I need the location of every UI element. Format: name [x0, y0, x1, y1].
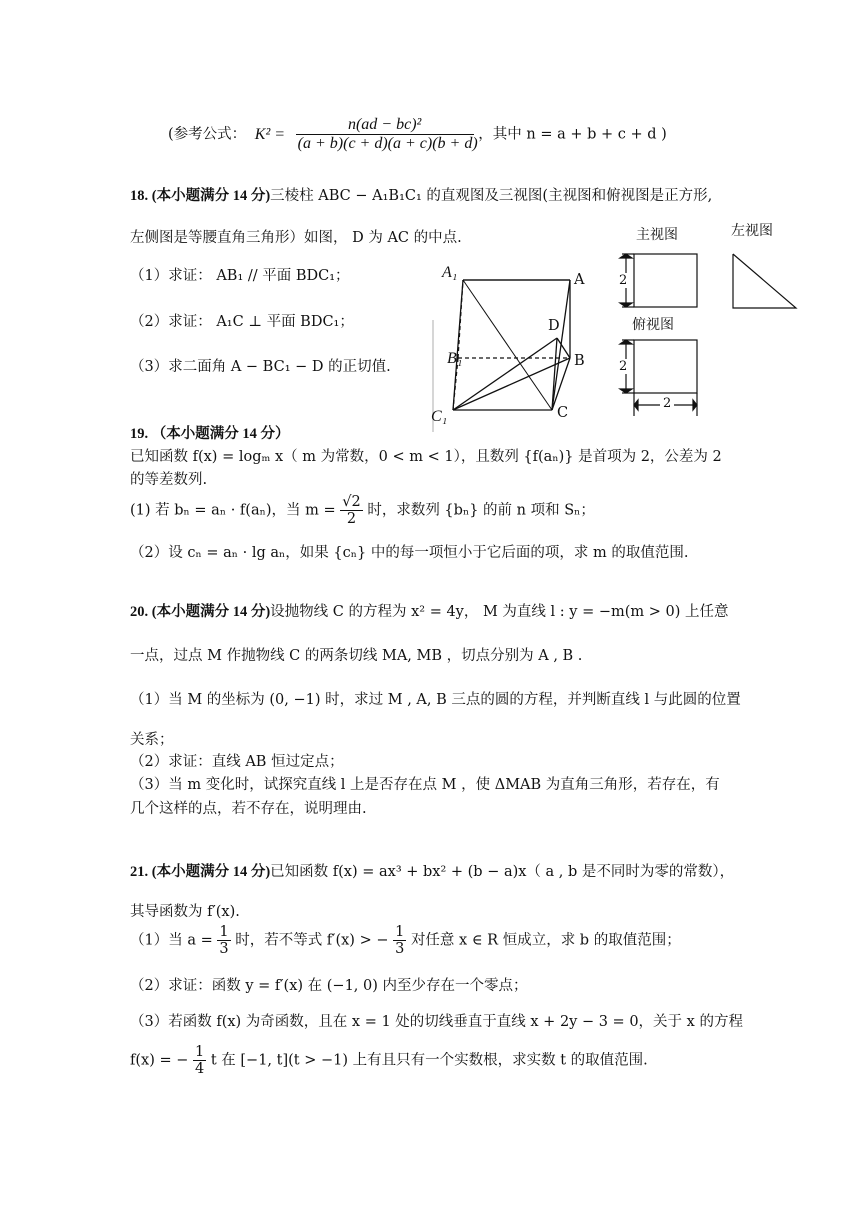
q18-lead: 18. (本小题满分 14 分) — [130, 188, 271, 204]
q21-lead: 21. (本小题满分 14 分) — [130, 864, 271, 880]
q21-part3: （3）若函数 f(x) 为奇函数，且在 x = 1 处的切线垂直于直线 x + 2y − 3 = 0，关于 x 的方程 — [130, 1014, 743, 1030]
q19-lead: 19. （本小题满分 14 分） — [130, 426, 290, 442]
label-b: B — [574, 353, 585, 369]
q21-p1-text-a: （1）当 a = — [130, 932, 213, 949]
q19-line1: 已知函数 f(x) = logₘ x（ m 为常数，0 < m < 1），且数列 {f(aₙ)} 是首项为 2，公差为 2 — [130, 449, 722, 465]
left-view-triangle — [733, 254, 796, 308]
q19-part1 — [130, 494, 595, 527]
three-views-figure — [605, 240, 805, 425]
q19-line2: 的等差数列. — [130, 472, 208, 488]
q21-text1: 已知函数 f(x) = ax³ + bx² + (b − a)x（ a , b 是不同时为零的常数）， — [270, 864, 735, 880]
front-view-title: 主视图 — [636, 227, 678, 243]
q18-text1: 三棱柱 ABC − A₁B₁C₁ 的直观图及三视图(主视图和俯视图是正方形, — [270, 188, 713, 204]
q21-p1-fraction2 — [393, 924, 406, 957]
q19-p1-text-b: 时，求数列 {bₙ} 的前 n 项和 Sₙ； — [367, 502, 595, 519]
reference-formula — [168, 116, 667, 153]
q20-part1a: （1）当 M 的坐标为 (0, −1) 时，求过 M , A, B 三点的圆的方程，并判断直线 l 与此圆的位置 — [130, 692, 741, 708]
q18-line2: 左侧图是等腰直角三角形）如图， D 为 AC 的中点. — [130, 230, 462, 246]
q21-p4-den: 4 — [195, 1061, 205, 1077]
prism-figure — [420, 260, 600, 432]
top-dim-v-label: 2 — [619, 359, 628, 374]
q18-part1: （1）求证： AB₁ // 平面 BDC₁； — [130, 268, 350, 284]
formula-label: (参考公式： — [168, 126, 247, 143]
label-a1: A₁ — [442, 264, 458, 281]
formula-k2: K² = — [254, 125, 286, 143]
q19-part2: （2）设 cₙ = aₙ · lg aₙ，如果 {cₙ} 中的每一项恒小于它后面的项，求 m 的取值范围. — [130, 545, 689, 561]
q21-p1-num1: 1 — [219, 924, 229, 940]
q21-p1-den2: 3 — [395, 941, 405, 957]
q18-line1 — [130, 184, 712, 205]
q20-part3b: 几个这样的点，若不存在，说明理由. — [130, 801, 367, 817]
q21-p1-text-c: 对任意 x ∈ R 恒成立，求 b 的取值范围； — [410, 932, 681, 949]
front-dim-label: 2 — [619, 273, 628, 288]
edge-d-b — [557, 338, 570, 358]
edge-a-c — [552, 280, 570, 410]
q20-text1: 设抛物线 C 的方程为 x² = 4y， M 为直线 l : y = −m(m > 0) 上任意 — [270, 604, 729, 620]
q21-part1 — [130, 924, 681, 957]
label-c: C — [557, 405, 569, 421]
q21-part4 — [130, 1044, 648, 1077]
left-view-title: 左视图 — [731, 223, 773, 239]
formula-numerator: n(ad − bc)² — [296, 116, 474, 135]
q20-part2: （2）求证：直线 AB 恒过定点； — [130, 754, 344, 770]
q19-p1-fraction — [340, 494, 362, 527]
q21-p1-den1: 3 — [219, 941, 229, 957]
front-dim-arrow-up — [620, 254, 632, 258]
formula-fraction — [296, 116, 478, 153]
q21-p1-text-b: 时，若不等式 f′(x) > − — [235, 932, 389, 949]
front-dim-arrow-down — [620, 303, 632, 307]
top-dim-arrow-up — [620, 340, 632, 344]
formula-denominator: (a + b)(c + d)(a + c)(b + d) — [297, 135, 478, 152]
label-b1: B₁ — [447, 350, 463, 367]
top-view-title: 俯视图 — [632, 317, 674, 333]
q20-line1 — [130, 600, 729, 621]
label-d: D — [548, 318, 560, 334]
label-c1: C₁ — [431, 408, 448, 425]
q21-p4-num: 1 — [195, 1044, 205, 1060]
edge-a1-c-hidden — [463, 280, 552, 410]
q21-line1 — [130, 860, 734, 881]
q19-p1-num: √2 — [342, 494, 361, 510]
q20-line2: 一点，过点 M 作抛物线 C 的两条切线 MA, MB ，切点分别为 A , B . — [130, 648, 583, 664]
top-view-square — [634, 340, 697, 393]
q19-p1-text-a: (1) 若 bₙ = aₙ · f(aₙ)，当 m = — [130, 502, 336, 519]
front-view-square — [634, 254, 697, 307]
q20-part3a: （3）当 m 变化时，试探究直线 l 上是否存在点 M ，使 ΔMAB 为直角三角形，若存在，有 — [130, 777, 720, 793]
q21-p4-fraction — [193, 1044, 206, 1077]
q21-p1-fraction1 — [217, 924, 230, 957]
q18-part2: （2）求证： A₁C ⊥ 平面 BDC₁； — [130, 314, 354, 330]
q19-p1-den: 2 — [346, 511, 357, 527]
q21-part2: （2）求证：函数 y = f′(x) 在 (−1, 0) 内至少存在一个零点； — [130, 978, 528, 994]
top-dim-h-label: 2 — [660, 396, 674, 411]
formula-tail: ，其中 n = a + b + c + d ) — [478, 126, 667, 143]
q20-part1b: 关系； — [130, 732, 174, 748]
q21-line2: 其导函数为 f′(x). — [130, 904, 240, 920]
q20-lead: 20. (本小题满分 14 分) — [130, 604, 271, 620]
q18-part3: （3）求二面角 A − BC₁ − D 的正切值. — [130, 359, 391, 375]
q21-p1-num2: 1 — [395, 924, 405, 940]
q21-p4-text-a: f(x) = − — [130, 1052, 189, 1069]
edge-c1-d — [453, 338, 557, 410]
q21-p4-text-b: t 在 [−1, t](t > −1) 上有且只有一个实数根，求实数 t 的取值范围. — [210, 1052, 648, 1069]
label-a: A — [574, 272, 585, 288]
